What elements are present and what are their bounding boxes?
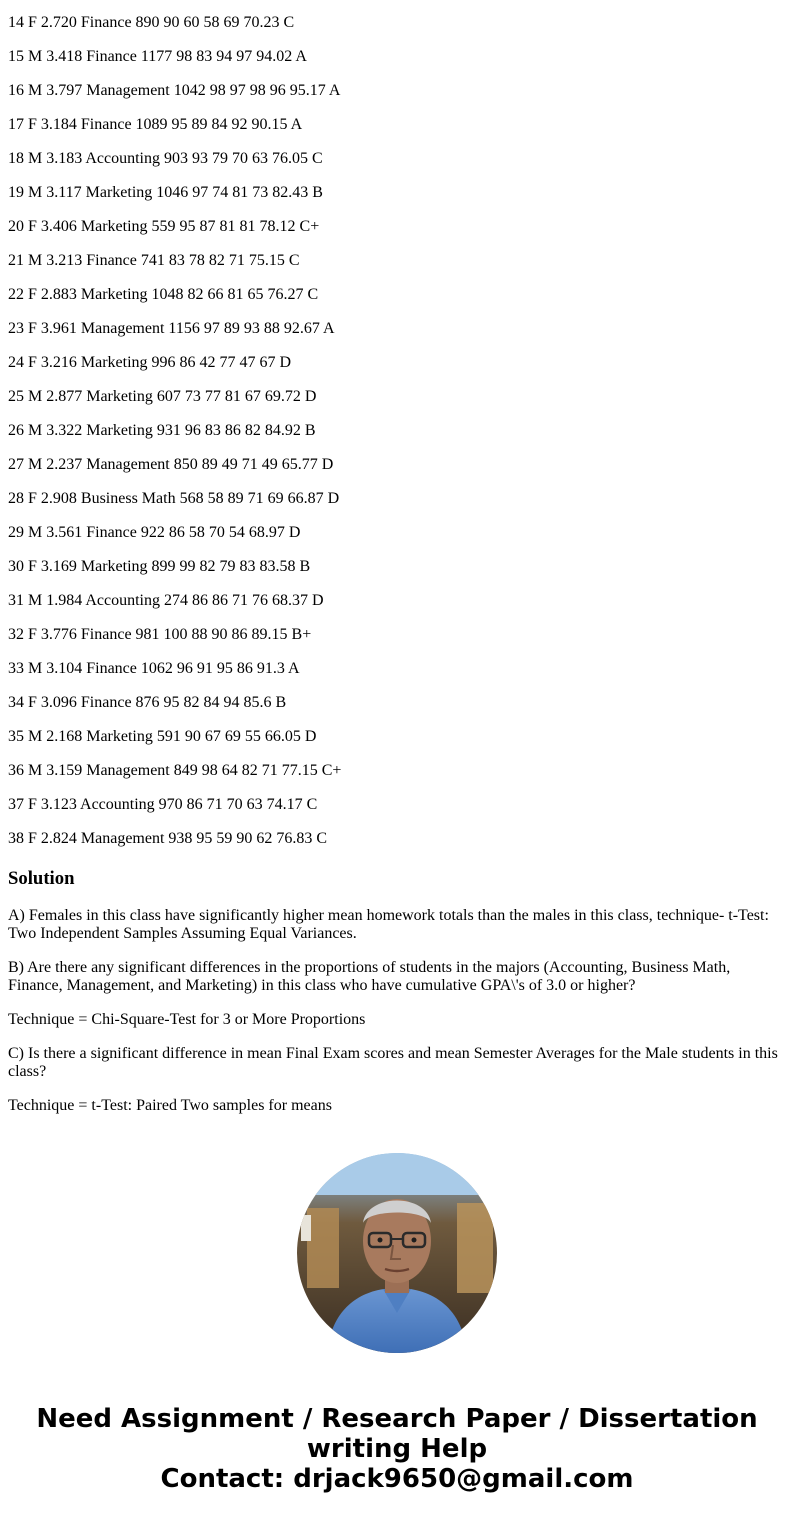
data-row: 34 F 3.096 Finance 876 95 82 84 94 85.6 B bbox=[8, 694, 287, 711]
solution-paragraph-b: B) Are there any significant differences in the proportions of students in the majors (Accounting, Business Math, Finance, Management, and Marketing) in this class who have cumulative GPA\'s of 3.0 or higher? bbox=[8, 959, 731, 994]
data-row: 33 M 3.104 Finance 1062 96 91 95 86 91.3 A bbox=[8, 660, 300, 677]
data-row: 14 F 2.720 Finance 890 90 60 58 69 70.23 C bbox=[8, 14, 295, 31]
data-row: 32 F 3.776 Finance 981 100 88 90 86 89.15 B+ bbox=[8, 626, 312, 643]
data-row: 15 M 3.418 Finance 1177 98 83 94 97 94.02 A bbox=[8, 48, 307, 65]
data-row: 17 F 3.184 Finance 1089 95 89 84 92 90.15 A bbox=[8, 116, 303, 133]
banner-contact: Contact: drjack9650@gmail.com bbox=[160, 1464, 634, 1494]
data-row: 37 F 3.123 Accounting 970 86 71 70 63 74.17 C bbox=[8, 796, 318, 813]
promo-banner bbox=[0, 1404, 794, 1494]
data-row: 26 M 3.322 Marketing 931 96 83 86 82 84.92 B bbox=[8, 422, 316, 439]
solution-technique-c: Technique = t-Test: Paired Two samples for means bbox=[8, 1097, 332, 1114]
data-row: 25 M 2.877 Marketing 607 73 77 81 67 69.72 D bbox=[8, 388, 317, 405]
data-row: 29 M 3.561 Finance 922 86 58 70 54 68.97 D bbox=[8, 524, 301, 541]
solution-heading: Solution bbox=[8, 868, 75, 889]
banner-line-1: Need Assignment / Research Paper / Dissertation bbox=[36, 1404, 758, 1434]
data-row: 18 M 3.183 Accounting 903 93 79 70 63 76.05 C bbox=[8, 150, 323, 167]
data-row: 28 F 2.908 Business Math 568 58 89 71 69 66.87 D bbox=[8, 490, 340, 507]
data-row: 19 M 3.117 Marketing 1046 97 74 81 73 82.43 B bbox=[8, 184, 323, 201]
data-row: 38 F 2.824 Management 938 95 59 90 62 76.83 C bbox=[8, 830, 328, 847]
solution-paragraph-c: C) Is there a significant difference in mean Final Exam scores and mean Semester Averages for the Male students in this class? bbox=[8, 1045, 778, 1080]
banner-line-2: writing Help bbox=[306, 1434, 488, 1464]
data-row: 21 M 3.213 Finance 741 83 78 82 71 75.15 C bbox=[8, 252, 300, 269]
data-row: 20 F 3.406 Marketing 559 95 87 81 81 78.12 C+ bbox=[8, 218, 320, 235]
solution-technique-b: Technique = Chi-Square-Test for 3 or More Proportions bbox=[8, 1011, 366, 1028]
data-row: 35 M 2.168 Marketing 591 90 67 69 55 66.05 D bbox=[8, 728, 317, 745]
data-row: 22 F 2.883 Marketing 1048 82 66 81 65 76.27 C bbox=[8, 286, 319, 303]
data-row: 31 M 1.984 Accounting 274 86 86 71 76 68.37 D bbox=[8, 592, 324, 609]
author-photo-icon bbox=[297, 1153, 497, 1353]
data-row: 36 M 3.159 Management 849 98 64 82 71 77.15 C+ bbox=[8, 762, 342, 779]
data-row: 27 M 2.237 Management 850 89 49 71 49 65.77 D bbox=[8, 456, 334, 473]
data-row: 23 F 3.961 Management 1156 97 89 93 88 92.67 A bbox=[8, 320, 335, 337]
data-row: 16 M 3.797 Management 1042 98 97 98 96 95.17 A bbox=[8, 82, 341, 99]
solution-paragraph-a: A) Females in this class have significantly higher mean homework totals than the males in this class, technique- t-Test: Two Independent Samples Assuming Equal Variances. bbox=[8, 907, 769, 942]
data-row: 24 F 3.216 Marketing 996 86 42 77 47 67 D bbox=[8, 354, 292, 371]
data-row: 30 F 3.169 Marketing 899 99 82 79 83 83.58 B bbox=[8, 558, 311, 575]
author-avatar bbox=[297, 1153, 497, 1353]
